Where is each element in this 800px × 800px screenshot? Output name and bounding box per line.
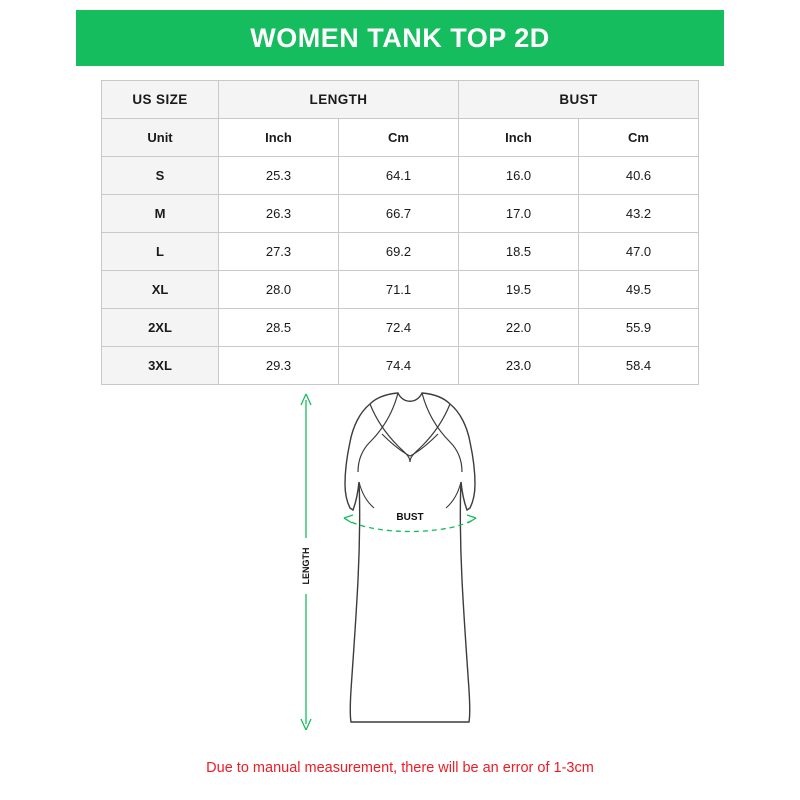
row-length-cm: 64.1	[339, 157, 459, 195]
unit-bust-inch: Inch	[459, 119, 579, 157]
row-bust-inch: 19.5	[459, 271, 579, 309]
garment-diagram	[270, 390, 550, 740]
row-size: L	[102, 233, 219, 271]
row-size: S	[102, 157, 219, 195]
header-us-size: US SIZE	[102, 81, 219, 119]
header-length: LENGTH	[219, 81, 459, 119]
bust-label: BUST	[396, 512, 424, 523]
header-banner	[76, 10, 724, 66]
row-length-cm: 71.1	[339, 271, 459, 309]
unit-label: Unit	[102, 119, 219, 157]
row-size: M	[102, 195, 219, 233]
row-size: XL	[102, 271, 219, 309]
row-size: 2XL	[102, 309, 219, 347]
row-bust-inch: 16.0	[459, 157, 579, 195]
row-bust-cm: 55.9	[579, 309, 699, 347]
table-row	[102, 233, 699, 271]
row-bust-inch: 18.5	[459, 233, 579, 271]
row-length-cm: 69.2	[339, 233, 459, 271]
header-bust: BUST	[459, 81, 699, 119]
row-bust-cm: 49.5	[579, 271, 699, 309]
tank-top-outline	[345, 393, 475, 722]
table-body	[102, 119, 699, 385]
row-bust-inch: 17.0	[459, 195, 579, 233]
row-bust-cm: 47.0	[579, 233, 699, 271]
unit-length-inch: Inch	[219, 119, 339, 157]
row-length-cm: 66.7	[339, 195, 459, 233]
table-header	[102, 81, 699, 119]
row-length-inch: 29.3	[219, 347, 339, 385]
row-length-inch: 25.3	[219, 157, 339, 195]
row-length-inch: 28.5	[219, 309, 339, 347]
row-length-cm: 72.4	[339, 309, 459, 347]
row-bust-cm: 58.4	[579, 347, 699, 385]
table-row-unit	[102, 119, 699, 157]
size-table-container	[101, 80, 699, 385]
table-row	[102, 309, 699, 347]
row-length-inch: 27.3	[219, 233, 339, 271]
row-size: 3XL	[102, 347, 219, 385]
unit-bust-cm: Cm	[579, 119, 699, 157]
table-row	[102, 157, 699, 195]
table-row	[102, 347, 699, 385]
row-bust-cm: 40.6	[579, 157, 699, 195]
page-title: WOMEN TANK TOP 2D	[250, 22, 550, 53]
row-bust-inch: 22.0	[459, 309, 579, 347]
unit-length-cm: Cm	[339, 119, 459, 157]
row-bust-inch: 23.0	[459, 347, 579, 385]
table-row	[102, 195, 699, 233]
row-length-inch: 28.0	[219, 271, 339, 309]
table-row	[102, 271, 699, 309]
row-length-cm: 74.4	[339, 347, 459, 385]
measurement-disclaimer: Due to manual measurement, there will be an error of 1-3cm	[206, 760, 594, 776]
row-length-inch: 26.3	[219, 195, 339, 233]
table-header-row	[102, 81, 699, 119]
row-bust-cm: 43.2	[579, 195, 699, 233]
size-table	[101, 80, 699, 385]
length-label: LENGTH	[301, 547, 311, 585]
